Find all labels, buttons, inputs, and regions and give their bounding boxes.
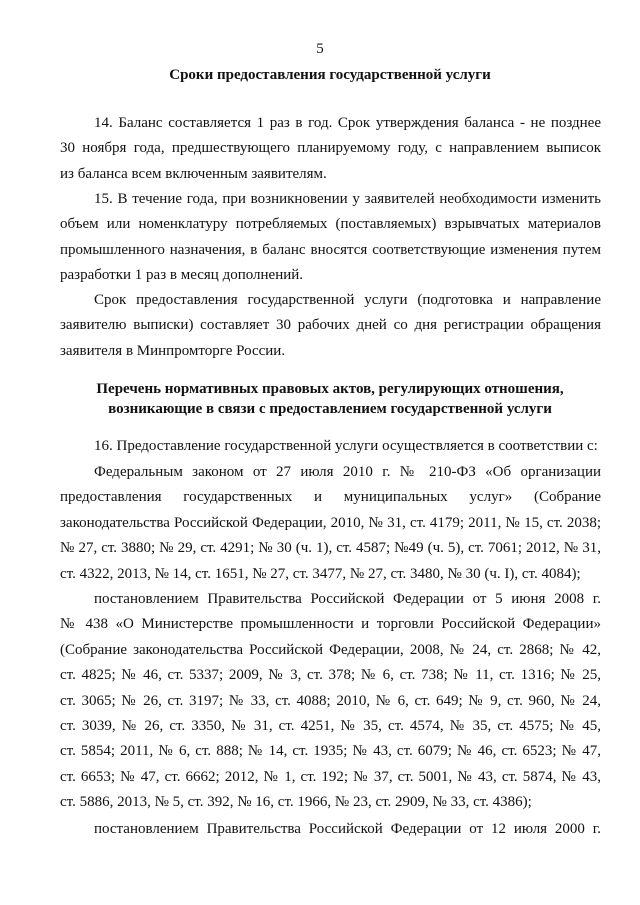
heading-line: возникающие в связи с предоставлением государственной услуги	[108, 401, 552, 417]
paragraph-line: постановлением Правительства Российской Федерации от 5 июня 2008 г.	[94, 591, 601, 607]
paragraph-16	[60, 434, 601, 459]
paragraph-line: 15. В течение года, при возникновении у заявителей необходимости изменить	[94, 191, 601, 207]
paragraph-line: промышленного назначения, в баланс вносятся соответствующие изменения путем	[60, 241, 601, 258]
paragraph-line: 30 ноября года, предшествующего планируемому году, с направлением выписок	[60, 140, 601, 157]
section-heading-legal-acts	[60, 379, 600, 419]
paragraph-line: ст. 3039, № 26, ст. 3350, № 31, ст. 4251, № 35, ст. 4574, № 35, ст. 4575; № 45,	[60, 718, 601, 735]
paragraph-line: ст. 5886, 2013, № 5, ст. 392, № 16, ст. 1966, № 23, ст. 2909, № 33, ст. 4386);	[60, 794, 532, 811]
paragraph-line: из баланса всем включенным заявителям.	[60, 165, 327, 182]
paragraph-line: предоставления государственных и муниципальных услуг» (Собрание	[60, 489, 601, 506]
paragraph-line: № 27, ст. 3880; № 29, ст. 4291; № 30 (ч. 1), ст. 4587; №49 (ч. 5), ст. 7061; 2012, № 31,	[60, 540, 601, 557]
paragraph-line: объем или номенклатуру потребляемых (поставляемых) взрывчатых материалов	[60, 216, 601, 233]
paragraph-line: постановлением Правительства Российской Федерации от 12 июля 2000 г.	[94, 821, 601, 837]
paragraph-line: Федеральным законом от 27 июля 2010 г. № 210-ФЗ «Об организации	[94, 464, 601, 480]
paragraph-federal-law	[60, 460, 601, 587]
paragraph-line: заявителю выписки) составляет 30 рабочих дней со дня регистрации обращения	[60, 317, 601, 334]
paragraph-line: ст. 5854; 2011, № 6, ст. 888; № 14, ст. 1935; № 43, ст. 6079; № 46, ст. 6523; № 47,	[60, 743, 601, 760]
paragraph-line: Срок предоставления государственной услуги (подготовка и направление	[94, 292, 601, 308]
paragraph-line: ст. 4322, 2013, № 14, ст. 1651, № 27, ст. 3477, № 27, ст. 3480, № 30 (ч. I), ст. 4084);	[60, 565, 581, 582]
paragraph-line: (Собрание законодательства Российской Федерации, 2008, № 24, ст. 2868; № 42,	[60, 641, 601, 658]
heading-line: Перечень нормативных правовых актов, регулирующих отношения,	[96, 381, 564, 397]
paragraph-service-term	[60, 288, 601, 364]
paragraph-line: № 438 «О Министерстве промышленности и торговли Российской Федерации»	[60, 616, 601, 633]
paragraph-decree-438	[60, 587, 601, 816]
paragraph-line: ст. 6653; № 47, ст. 6662; 2012, № 1, ст. 192; № 37, ст. 5001, № 43, ст. 5874, № 43,	[60, 768, 601, 785]
paragraph-line: ст. 3065; № 26, ст. 3197; № 33, ст. 4088; 2010, № 6, ст. 649; № 9, ст. 960, № 24,	[60, 692, 601, 709]
paragraph-line: ст. 4825; № 46, ст. 5337; 2009, № 3, ст. 378; № 6, ст. 738; № 11, ст. 1316; № 25,	[60, 667, 601, 684]
paragraph-decree-2000	[60, 817, 601, 842]
section-heading-terms: Сроки предоставления государственной услуги	[169, 67, 491, 83]
paragraph-15	[60, 187, 601, 289]
paragraph-line: законодательства Российской Федерации, 2010, № 31, ст. 4179; 2011, № 15, ст. 2038;	[60, 514, 601, 531]
paragraph-line: разработки 1 раз в месяц дополнений.	[60, 267, 304, 284]
page-number: 5	[316, 41, 324, 57]
paragraph-line: 16. Предоставление государственной услуги осуществляется в соответствии с:	[94, 438, 598, 454]
paragraph-14	[60, 111, 601, 187]
paragraph-line: заявителя в Минпромторге России.	[60, 342, 286, 359]
paragraph-line: 14. Баланс составляется 1 раз в год. Срок утверждения баланса - не позднее	[94, 115, 601, 131]
